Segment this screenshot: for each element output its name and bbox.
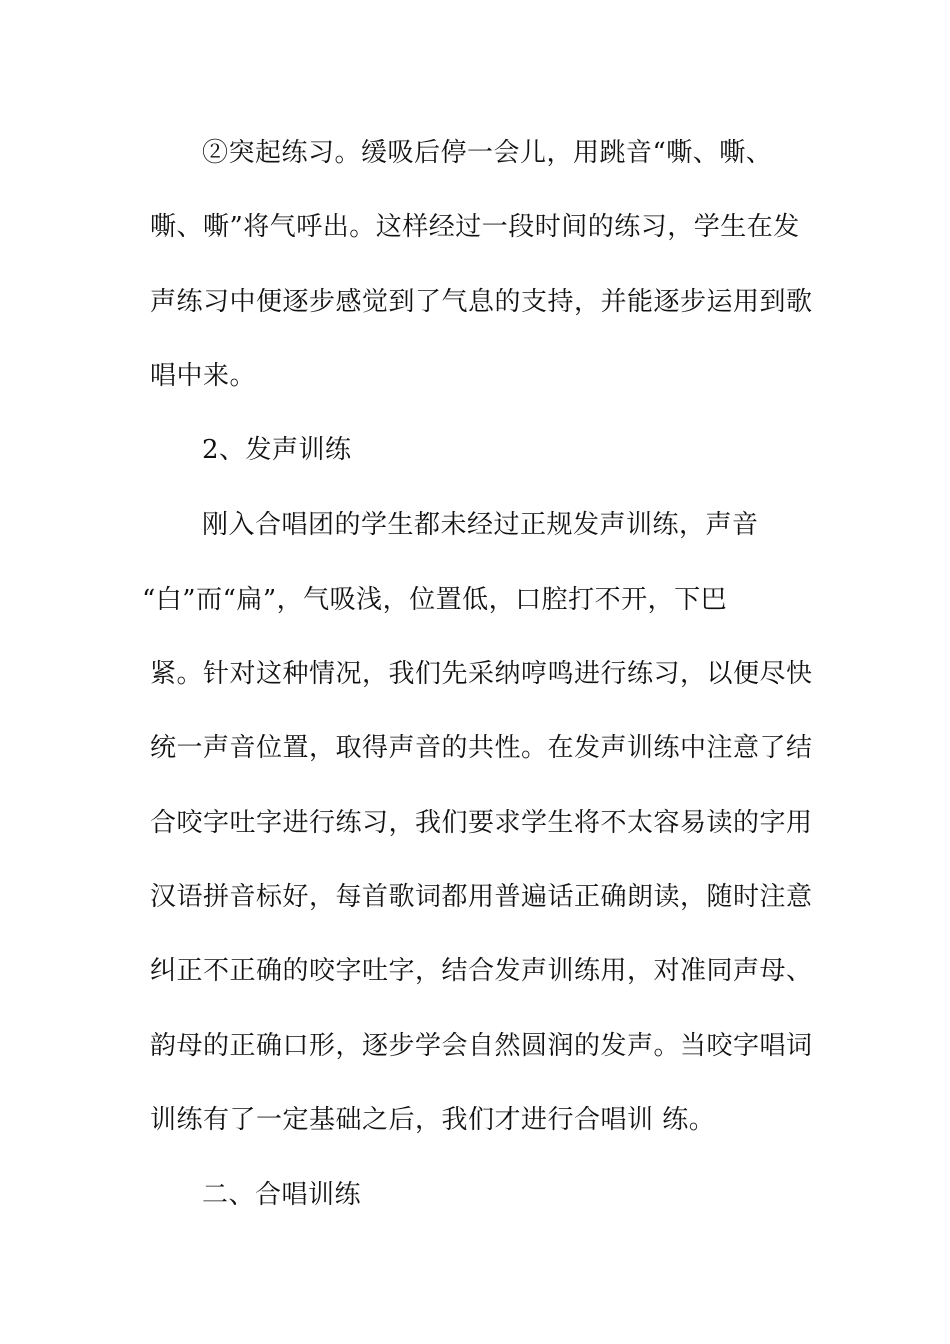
paragraph-line: 训练有了一定基础之后，我们才进行合唱训 练。 — [150, 1105, 716, 1135]
paragraph-line: 嘶、嘶”将气呼出。这样经过一段时间的练习，学生在发 — [150, 212, 800, 242]
section-heading: 2、发声训练 — [202, 435, 352, 465]
paragraph-line: 韵母的正确口形，逐步学会自然圆润的发声。当咬字唱词 — [150, 1031, 813, 1061]
paragraph-line: 紧。针对这种情况，我们先采纳哼鸣进行练习，以便尽快 — [150, 659, 813, 689]
paragraph-line: 声练习中便逐步感觉到了气息的支持，并能逐步运用到歌 — [150, 287, 813, 317]
paragraph-line: 纠正不正确的咬字吐字，结合发声训练用，对准同声母、 — [150, 956, 813, 986]
paragraph-line: 合咬字吐字进行练习，我们要求学生将不太容易读的字用 — [150, 808, 813, 838]
section-heading: 二、合唱训练 — [202, 1180, 362, 1210]
paragraph-line: 刚入合唱团的学生都未经过正规发声训练，声音 — [202, 510, 759, 540]
paragraph-line: ②突起练习。缓吸后停一会儿，用跳音“嘶、嘶、 — [202, 138, 773, 168]
paragraph-line: 统一声音位置，取得声音的共性。在发声训练中注意了结 — [150, 733, 813, 763]
paragraph-line: “白”而“扁”，气吸浅，位置低，口腔打不开，下巴 — [142, 585, 728, 615]
paragraph-line: 唱中来。 — [150, 361, 257, 391]
paragraph-line: 汉语拼音标好，每首歌词都用普遍话正确朗读，随时注意 — [150, 882, 813, 912]
